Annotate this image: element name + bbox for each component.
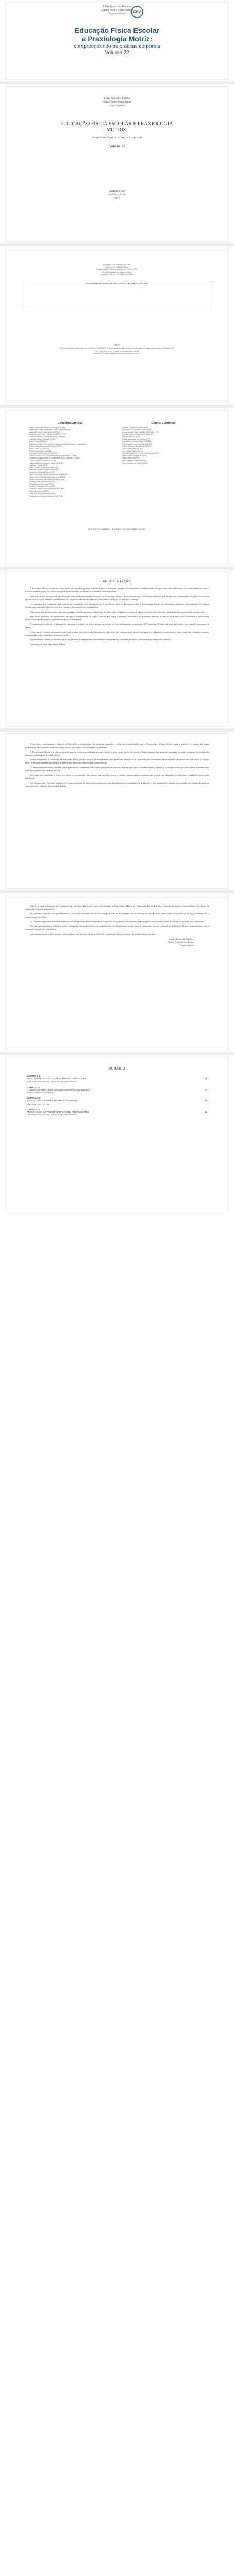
title-page-author-2: Glauco Nunes Souto Ramos — [102, 101, 132, 104]
toc-entry-title: JOGOS TRADICIONAIS E PRAXIOLOGIA MOTRIZ — [27, 1099, 79, 1103]
cover-authors — [6, 2, 228, 16]
title-page-title: EDUCAÇÃO FÍSICA ESCOLAR E PRAXIOLOGIA MOTRIZ: — [61, 121, 173, 133]
toc-entry[interactable] — [27, 1099, 207, 1103]
council-member: Jailson Alves dos Santos (UFRJ) — [29, 459, 57, 462]
toc-entry-page: 27 — [205, 1088, 207, 1091]
cover-title-line-2: e Praxiologia Motriz: — [81, 35, 153, 43]
paragraph: Os capítulos seguintes tratam de análises praxiológicas de diferentes práticas corporais, de propostas de intervenção pedagógica e de estudos sobre as condutas motrizes dos estudantes. — [30, 920, 205, 923]
paragraph: Os textos reunidos nesta coletânea dialogam entre si e também com outras perspectivas teóricas da Educação Física, evidenciando a riqueza e a complexidade que envolvem o fenômeno das práticas corporais no contexto escolar. — [25, 766, 209, 772]
presentation-signature — [25, 938, 209, 947]
committee-member: Carlos Alberto Vilar Estêvão (UMINHO – PT) — [122, 431, 159, 433]
title-page-publisher: EDITORA CRV — [108, 190, 126, 193]
committee-member: Eliane Cardoso (USP) — [122, 435, 141, 438]
copyright-line-1: Copyright © da Editora CRV Ltda. — [103, 264, 131, 266]
toc-entry[interactable] — [27, 1089, 207, 1092]
council-member: Elione Maria Nogueira Diogenes (UFAL) — [29, 445, 63, 448]
council-member: Sérgio Nunes de Jesus (IFRO) — [29, 483, 55, 485]
title-page-volume: Volume 22 — [109, 144, 125, 148]
paragraph: A Educação Física assume nos dias atuais um papel de grande relevância para a formação integral dos estudantes, estabelecendo diálogos com diferentes áreas do conhecimento e com as diversas manifestações da cultura corporal de movimento presentes na sociedade contemporânea. — [25, 587, 209, 593]
title-page-city: Curitiba – Brasil — [108, 194, 126, 196]
publisher-logo — [130, 5, 144, 19]
cover-subtitle: compreendendo as práticas corporais — [74, 44, 160, 49]
paragraph: Agradecemos a todos os autores que se dispuseram a compartilhar seus estudos e experiências, tornando possível a concretização desta obra coletiva. — [30, 638, 172, 641]
editorial-council-list — [29, 427, 112, 498]
committee-member: Adelino Candido Pimenta (IFG) — [122, 426, 148, 429]
council-member: Antônio Pereira Gaio Júnior (UFRRJ) — [29, 431, 60, 433]
toc-entry-authors: Lilian Aparecida Ferreira, Glauco Nunes Souto Ramos — [27, 1080, 77, 1083]
council-member: Tadeu Oliver Gonçalves (UFPA) — [29, 493, 56, 495]
site-line: Conheça os nossos lançamentos: www.editoracrv.com.br — [93, 353, 141, 355]
paragraph: Por fim, apresentamos reflexões sobre a formação de professores e as contribuições da Praxiologia Motriz para a construção de um currículo de Educação Física comprometido com a formação integral dos estudantes. — [25, 925, 209, 930]
copyright-line-4: Revisão: Analista de Escrita e Artes — [102, 270, 132, 273]
cover-author-1: Lilian Aparecida Ferreira — [103, 5, 131, 8]
council-member: Élsio José Corá (UFFS) — [29, 447, 49, 450]
committee-member: Jairo Antônio Paim (UFS) — [122, 447, 143, 450]
committee-member: Ruth Eugênia Cidade (UFPR) — [122, 459, 147, 462]
cip-box — [22, 281, 212, 308]
council-member: Maria Lília Imbiriba Sousa Colares (UFOPA) — [29, 476, 66, 479]
copyright-line-5: Conselho Editorial: Conselho da Editora — [101, 273, 133, 276]
signature-name-2: Glauco Nunes Souto Ramos — [167, 941, 194, 943]
cover-title-line-1: Educação Física Escolar — [74, 26, 160, 35]
toc-chapter-label: CAPÍTULO 3 — [27, 1097, 41, 1100]
review-footnote: Este livro foi avaliado e aprovado por pareceristas ad hoc. — [88, 528, 146, 531]
cover-volume: Volume 22 — [105, 50, 129, 56]
toc-entry-authors: Lilian Aparecida Ferreira, Glauco Nunes Souto Ramos — [27, 1113, 77, 1116]
logo-label: CRV — [133, 10, 141, 14]
page-separator — [0, 567, 234, 570]
contents-page — [6, 1057, 228, 1212]
council-member: Aldira Guimarães Duarte Domínguez (UNB) — [29, 426, 65, 429]
paragraph: A Praxiologia Motriz é a ciência da ação motriz, conforme definida por seu criador, e tem como objeto de estudo a lógica interna das situações motrizes, ou seja, o sistema de obrigações impostas pelas regras de cada prática. — [25, 751, 209, 756]
editorial-council — [29, 422, 112, 497]
title-page-author-1: Lilian Aparecida Ferreira — [104, 97, 130, 100]
contents-heading: SUMÁRIO — [109, 1067, 125, 1071]
committee-member: Luiz Carlos Rigo (UFPel) — [122, 450, 143, 452]
title-page — [6, 87, 228, 241]
paragraph: Esperamos que as discussões aqui apresentadas contribuam para a ampliação do olhar sobre as práticas corporais e para a qualificação das ações pedagógicas desenvolvidas nas escolas. — [30, 611, 205, 613]
toc-chapter-label: CAPÍTULO 1 — [27, 1075, 41, 1077]
presentation-text-2 — [25, 743, 209, 788]
signature-role: Organizadores — [179, 944, 194, 946]
contact-line: Tel.: (41) 3039-6418 - E-mail: sac@editoracrv.com.br — [95, 350, 139, 353]
cover-page — [6, 2, 228, 79]
toc-entry-authors: Lilian Aparecida Ferreira — [27, 1102, 49, 1105]
paragraph: Desse modo, o leitor encontrará textos que tratam dos universais ludomotores, das redes de comunicação motriz, dos papéis e subpapéis sociomotores, bem como das condutas motrizes manifestadas pelos estudantes durante as aulas. — [25, 631, 209, 636]
cover-author-role: (Organizadores) — [107, 12, 127, 15]
presentation-page-2 — [6, 734, 228, 888]
council-member: Guillermo Arias Beatón (Universidade de La Havana – Cuba) — [29, 457, 80, 460]
paragraph: Este livro está organizado em capítulos que abordam diferentes temas relacionados à Praxiologia Motriz e à Educação Física Escolar, reunindo pesquisas desenvolvidas em grupos de estudos de diversas instituições. — [25, 905, 209, 910]
council-member: Tania Suely Azevedo Brasileiro (UFOPA) — [29, 495, 63, 497]
copyright-year: 2017 — [114, 343, 120, 346]
council-member: Josania Portela (UFPI) — [29, 464, 48, 467]
paragraph: Ao longo dos capítulos, o leitor perceberá a preocupação dos autores em articular teoria e prática, apresentando propostas que podem ser adaptadas às diferentes realidades das escolas brasileiras. — [25, 774, 209, 779]
paragraph: Os capítulos que compõem esta obra foram produzidos por pesquisadores e professores que se debruçam sobre a Praxiologia Motriz em diferentes contextos, especialmente no âmbito escolar, apresentando reflexões teóricas e relatos de experiências pedagógicas. — [25, 603, 209, 608]
page-separator — [0, 243, 234, 246]
presentation-heading: APRESENTAÇÃO — [103, 580, 131, 583]
contents-list — [27, 1075, 207, 1116]
presentation-text-1 — [25, 587, 209, 646]
committee-member: Maria Cristina Kogut (PUCPR) — [122, 454, 147, 457]
council-member: Solange Helena Ximenes-Rocha (UFOPA) — [29, 488, 64, 490]
page-separator — [0, 728, 234, 732]
paragraph: Para tanto, partimos do pressuposto de que a compreensão da lógica interna dos jogos e esportes possibilita ao professor planejar e intervir de forma mais consciente e intencional, favorecendo aprendizagens significativas para os estudantes. — [25, 615, 209, 621]
page-separator — [0, 405, 234, 408]
council-member: Carmen Tereza Velanga (UNIR) — [29, 438, 56, 440]
cip-heading: DADOS INTERNACIONAIS DE CATALOGAÇÃO NA PUBLICAÇÃO (CIP) — [86, 282, 148, 285]
council-member: Rodrigo Pratte-Santos (UFES) — [29, 481, 55, 483]
title-page-subtitle: compreendendo as práticas corporais — [91, 135, 143, 139]
toc-entry-page: 61 — [205, 1110, 207, 1113]
page-separator — [0, 81, 234, 84]
toc-chapter-label: CAPÍTULO 2 — [27, 1086, 41, 1089]
title-page-author-role: (Organizadores) — [108, 105, 126, 107]
cover-title — [6, 26, 228, 43]
paragraph: Desejamos a todos uma ótima leitura. — [30, 643, 66, 646]
committee-member: Mauro Betti (UNESP) — [122, 457, 140, 460]
copyright-line-2: Editor-chefe: Railson Moura — [105, 266, 129, 268]
committee-member: Eliana Aparecida de Oliveira (UFF) — [122, 438, 151, 440]
committee-member: Sílvio Ricardo da Silva (UFMG) — [122, 462, 148, 464]
council-member: Celso Conti (UFSCar) — [29, 440, 47, 443]
scientific-committee — [122, 422, 205, 497]
paragraph: Este livro é uma proposta de aproximação entre a Educação Física Escolar e a Praxiologia Motriz, teoria desenvolvida por Pierre Parlebas, que se dedica a compreender as práticas corporais a partir de sua lógica interna, considerando as relações estabelecidas entre os praticantes, o espaço, os objetos e o tempo. — [25, 595, 209, 601]
paragraph: Convidamos todos a percorrerem estas páginas com espírito crítico e reflexivo, contribuindo para o avanço do conhecimento na área. — [30, 933, 156, 935]
toc-entry-title: A LÓGICA INTERNA DOS JOGOS E ESPORTES NA ESCOLA — [27, 1088, 91, 1091]
legal-deposit-notice: Foi feito o depósito legal conf. Lei 10.994 de 14/12/2004. Proibida a reprodução parcial ou total desta obra sem autorização da Editora CRV. — [59, 347, 175, 350]
scientific-committee-title: Comitê Científico: — [151, 422, 176, 425]
council-member: Carlos Alberto Vilar Estêvão (UMINHO – PT) — [29, 433, 66, 436]
council-member: Carlos Federico Dominguez Avila (Unieuro) — [29, 435, 65, 438]
copyright-line-3: Diagramação e Capa: Designers da Editora CRV — [96, 268, 138, 271]
signature-name-1: Lilian Aparecida Ferreira — [169, 938, 194, 940]
committee-member: Marcos Teodorico Pinheiro de Almeida (UFC) — [122, 452, 160, 455]
toc-entry-authors: Glauco Nunes Souto Ramos — [27, 1091, 53, 1094]
committee-member: Gisele Quaresma Santos (UNIRIO) — [122, 445, 152, 448]
committee-member: Fernando Donizete Alves (UFSCar) — [122, 443, 152, 445]
council-page — [6, 410, 228, 565]
council-member: Lourdes Helena da Silva (UFV) — [29, 471, 55, 473]
council-member: Maria de Lourdes Pinto de Almeida (UNOESC) — [29, 473, 68, 476]
council-member: Simone Rodrigues Pinto (UNB) — [29, 485, 55, 488]
council-member: Francisco Carlos Duarte (PUC-PR) — [29, 452, 58, 455]
council-member: Cesar Gerónimo Tello (Univer. Nacional Três de Febrero – Argentina) — [29, 443, 86, 445]
committee-member: Ana Paula de Oliveira Aranha (USF) — [122, 429, 152, 431]
toc-entry-title: PRAXIOLOGIA MOTRIZ E FORMAÇÃO DE PROFESSORES — [27, 1110, 89, 1113]
council-member: Sydione Santos (UEPG) — [29, 490, 49, 493]
title-page-year: 2017 — [114, 197, 120, 200]
toc-chapter-label: CAPÍTULO 4 — [27, 1108, 41, 1111]
council-member: Gloria Fariñas León (Universidade de La Havana – Cuba) — [29, 454, 77, 457]
paragraph: No primeiro capítulo, são apresentados os conceitos fundamentais da Praxiologia Motriz e sua relação com a Educação Física Escolar, destacando a importância da lógica interna para a compreensão dos jogos. — [25, 912, 209, 918]
council-member: João Adalberto Campato Junior (UNESP) — [29, 462, 64, 464]
toc-entry-title: EDUCAÇÃO FÍSICA ESCOLAR E PRAXIOLOGIA MOTRIZ — [27, 1077, 87, 1080]
cover-author-2: Glauco Nunes Souto Ramos — [101, 9, 133, 12]
presentation-page-1 — [6, 572, 228, 726]
committee-member: Cláudia Maria Soares Rossi (UNESP) — [122, 433, 154, 436]
paragraph: Acreditamos que esta obra poderá servir como material de apoio para professores da educação básica, estudantes de graduação e pós-graduação e demais interessados no estudo das práticas corporais sob o olhar da Praxiologia Motriz. — [25, 782, 209, 787]
council-member: Elizeu Clementino (UNEB) — [29, 450, 52, 452]
crv-logo-icon — [130, 5, 144, 19]
council-member: Andréia da Silva Quintanilha Sousa (UNIR/UFRN) — [29, 429, 71, 431]
page-separator — [0, 890, 234, 893]
page-separator — [0, 1052, 234, 1055]
scientific-committee-list — [122, 427, 205, 465]
council-member: Paulo Romualdo Hernandes (UNIFAL-MG) — [29, 478, 65, 481]
editorial-council-title: Conselho Editorial: — [57, 422, 84, 425]
copyright-page — [6, 248, 228, 403]
paragraph: Nessa perspectiva, o professor de Educação Física passa a dispor de instrumentos que permitem identificar as características estruturais das atividades propostas em suas aulas e, a partir disso, selecionar aquelas que melhor atendem aos objetivos educacionais estabelecidos. — [25, 758, 209, 764]
committee-member: Fabiana dos Santos Silva (UNESP) — [122, 440, 152, 443]
council-member: Lídia de Oliveira Xavier (UNIEURO) — [29, 469, 59, 471]
paragraph: Neste livro, convidamos o leitor a refletir sobre a diversidade das práticas corporais e sobre as possibilidades que a Praxiologia Motriz oferece para a análise e o ensino dos jogos tradicionais, dos esportes coletivos e individuais, das lutas e das atividades de aventura. — [25, 743, 209, 749]
presentation-text-3 — [25, 905, 209, 936]
toc-entry-page: 11 — [205, 1077, 207, 1080]
toc-entry[interactable] — [27, 1077, 207, 1080]
paragraph: A organização do livro foi pensada de maneira a oferecer ao leitor um percurso que vai dos fundamentos conceituais da Praxiologia Motriz até suas aplicações em situações concretas de ensino. — [25, 623, 209, 629]
presentation-page-3 — [6, 895, 228, 1050]
council-member: Leonel Severo Rocha (UNISINOS) — [29, 466, 58, 469]
toc-entry-page: 43 — [205, 1099, 207, 1103]
